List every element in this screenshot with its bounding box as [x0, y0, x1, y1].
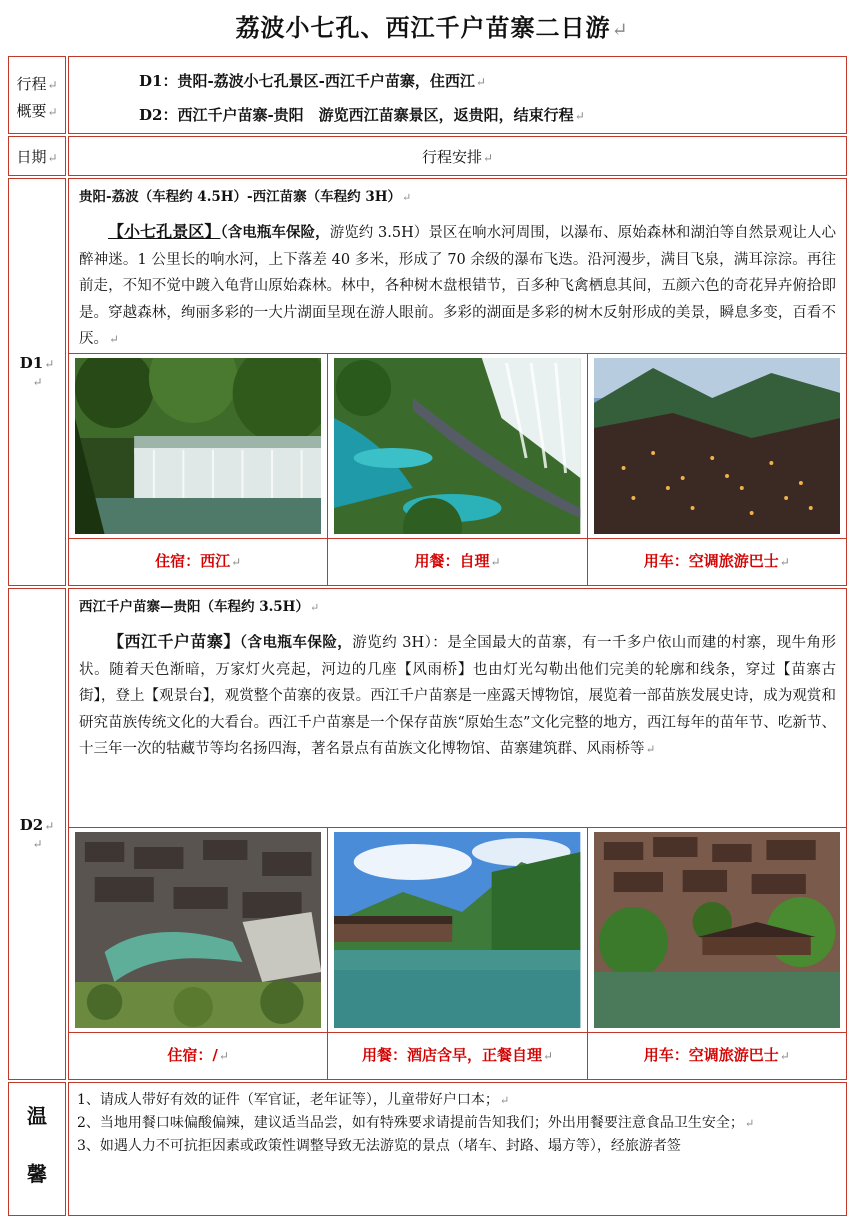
day2-images: [69, 827, 846, 1032]
page-title: 荔波小七孔、西江千户苗寨二日游↵: [235, 13, 629, 42]
overview-content: [68, 56, 847, 134]
day1-row: [8, 178, 847, 586]
day2-stay: 住宿：/↵: [167, 1046, 229, 1064]
day2-content: [68, 588, 847, 1080]
cascade-road-photo: [327, 354, 586, 538]
overview-d1: D1：贵阳-荔波小七孔景区-西江千户苗寨，住西江↵: [139, 72, 486, 90]
day1-description: 【小七孔景区】（含电瓶车保险，游览约 3.5H）景区在响水河周围，以瀑布、原始森林和湖泊等自然景观让人心醉神迷。1 公里长的响水河，上下落差 40 多米，形成了 70 余级的瀑布飞迭。沿河漫步，满目飞泉，满耳淙淙。再往前走，不知不觉中踱入龟背山原始森林。林中，各种树木盘根错节，百多种飞禽栖息其间，五颜六色的奇花异卉俯拾即是。穿越森林，绚丽多彩的一大片湖面呈现在游人眼前。多彩的湖面是多彩的树木反射形成的美景，瞬息多变，百看不厌。↵: [79, 222, 837, 347]
overview-row: [8, 56, 847, 134]
day2-label: D2↵ ↵: [8, 588, 66, 1080]
aerial-village-photo: [69, 828, 327, 1032]
day1-info: [69, 538, 846, 585]
river-bridge-photo: [327, 828, 586, 1032]
schedule-header: 行程安排↵: [68, 136, 847, 176]
day2-description: 【西江千户苗寨】（含电瓶车保险，游览约 3H）：是全国最大的苗寨，有一千多户依山而建的村寨，现牛角形状。随着天色渐暗，万家灯火亮起，河边的几座【风雨桥】也由灯光勾勒出他们完美的轮廓和线条，穿过【苗寨古街】，登上【观景台】，观赏整个苗寨的夜景。西江千户苗寨是一座露天博物馆，展览着一部苗族发展史诗，成为观赏和研究苗族传统文化的大看台。西江千户苗寨是一个保存苗族“原始生态”文化完整的地方，西江每年的苗年节、吃新节、十三年一次的牯藏节等均名扬四海，著名景点有苗族文化博物馆、苗寨建筑群、风雨桥等↵: [79, 632, 836, 757]
day2-info: [69, 1032, 846, 1079]
day2-route: 西江千户苗寨—贵阳（车程约 3.5H）↵: [79, 599, 319, 615]
tips-label: 温 馨: [8, 1082, 66, 1216]
day2-car: 用车：空调旅游巴士↵: [587, 1033, 846, 1079]
day1-route: 贵阳-荔波（车程约 4.5H）-西江苗寨（车程约 3H）↵: [79, 189, 412, 205]
day1-images: [69, 353, 846, 538]
tips-row: [8, 1082, 847, 1216]
tip-item-2: 2、当地用餐口味偏酸偏辣，建议适当品尝，如有特殊要求请提前告知我们；外出用餐要注意食品卫生安全；↵: [77, 1115, 755, 1131]
hillside-village-photo: [587, 828, 846, 1032]
forest-waterfall-photo: [69, 354, 327, 538]
date-header: 日期↵: [8, 136, 66, 176]
day1-meal: 用餐：自理↵: [327, 539, 586, 585]
tip-item-3: 3、如遇人力不可抗拒因素或政策性调整导致无法游览的景点（堵车、封路、塌方等），经旅游者签: [77, 1138, 681, 1154]
day2-meal: 用餐：酒店含早，正餐自理↵: [327, 1033, 586, 1079]
day1-stay: 住宿：西江↵: [155, 552, 242, 570]
day1-content: [68, 178, 847, 586]
day1-label: D1↵ ↵: [8, 178, 66, 586]
day1-car: 用车：空调旅游巴士↵: [587, 539, 846, 585]
tips-content: [68, 1082, 847, 1216]
overview-label: 行程↵ 概要↵: [8, 56, 66, 134]
night-village-photo: [587, 354, 846, 538]
header-row: [8, 136, 847, 176]
day2-row: [8, 588, 847, 1080]
overview-d2: D2：西江千户苗寨-贵阳 游览西江苗寨景区，返贵阳，结束行程↵: [139, 106, 585, 124]
itinerary-table: [6, 54, 849, 1218]
tip-item-1: 1、请成人带好有效的证件（军官证，老年证等），儿童带好户口本；↵: [77, 1092, 510, 1108]
